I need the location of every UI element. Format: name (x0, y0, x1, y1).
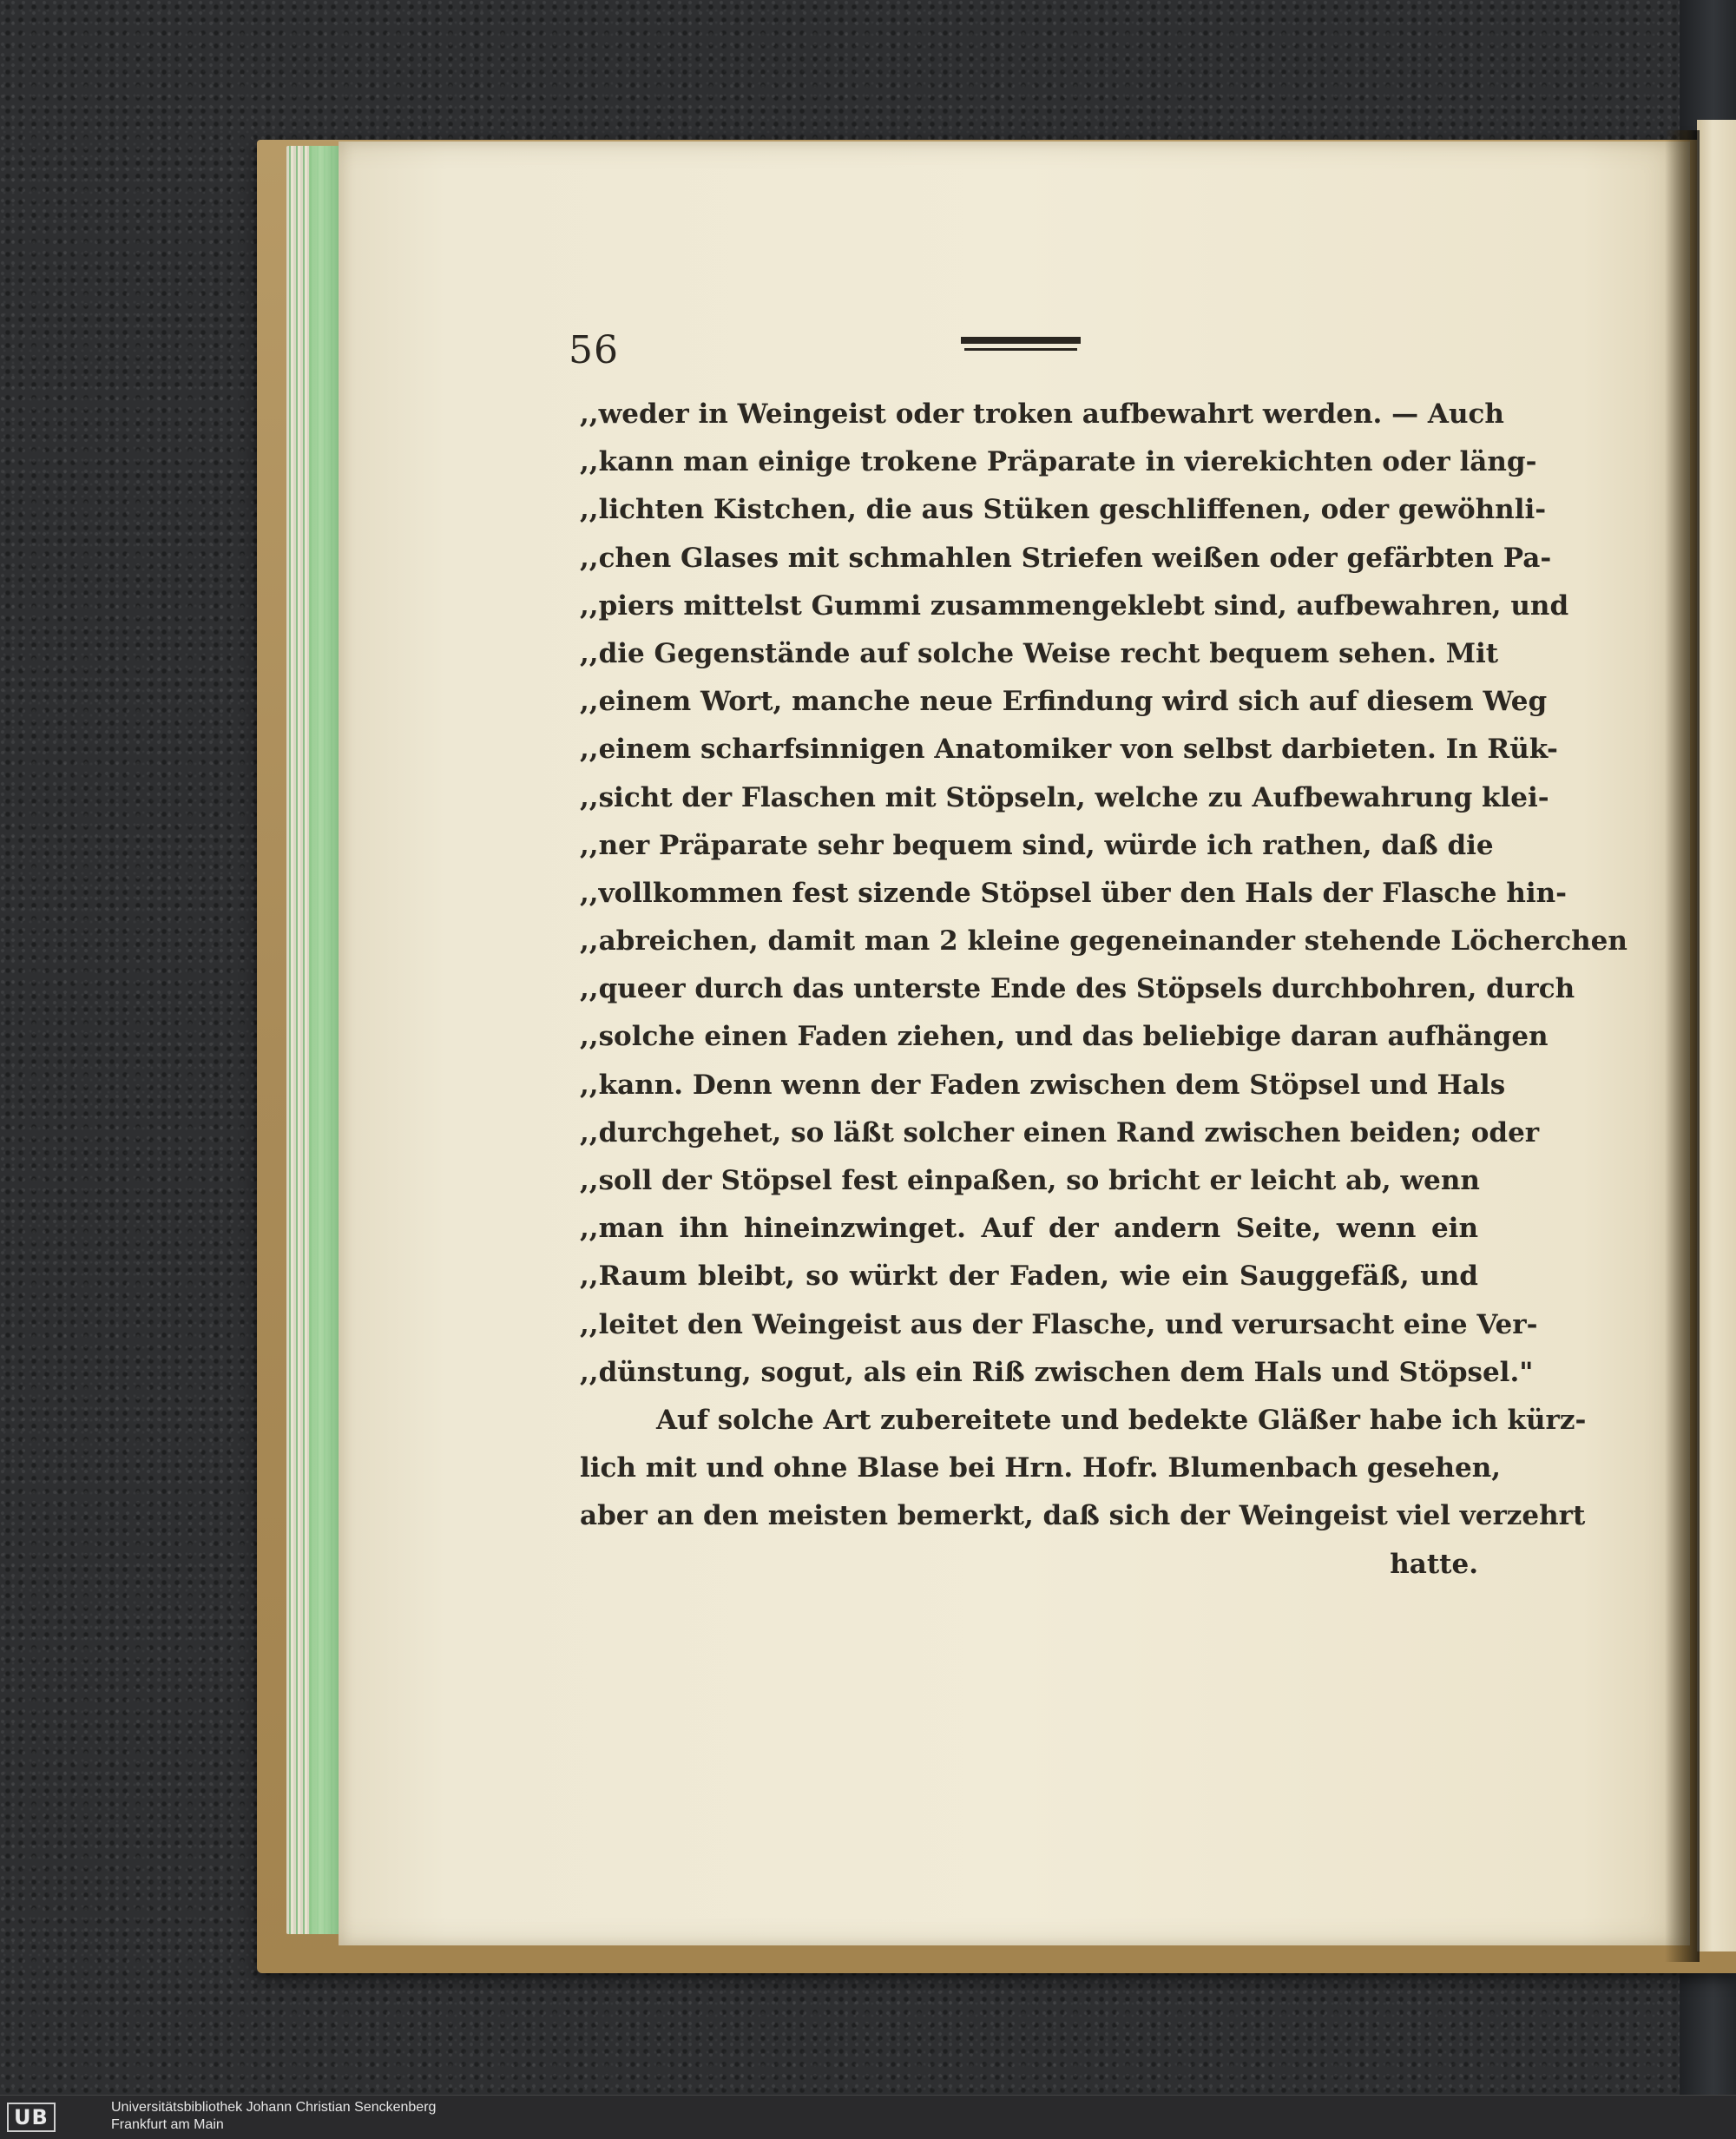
text-line: ,,dünstung, sogut, als ein Riß zwischen dem Hals und Stöpsel." (580, 1356, 1534, 1388)
library-city: Frankfurt am Main (111, 2117, 224, 2132)
body-text (580, 391, 1628, 1589)
header-rule (961, 337, 1081, 356)
text-line: ,,lichten Kistchen, die aus Stüken geschliffenen, oder gewöhnli- (580, 494, 1547, 526)
text-line-paragraph-start: Auf solche Art zubereitete und bedekte Gläßer habe ich kürz- (656, 1404, 1587, 1436)
text-line: lich mit und ohne Blase bei Hrn. Hofr. Blumenbach gesehen, (580, 1452, 1502, 1484)
library-logo (7, 2103, 56, 2132)
text-line: ,,man ihn hineinzwinget. Auf der andern Seite, wenn ein (580, 1213, 1478, 1245)
library-footer-bar (0, 2095, 1736, 2139)
text-line: ,,ner Präparate sehr bequem sind, würde ich rathen, daß die (580, 829, 1494, 861)
page-number: 56 (569, 328, 619, 372)
text-line: ,,soll der Stöpsel fest einpaßen, so bricht er leicht ab, wenn (580, 1165, 1480, 1196)
text-line: aber an den meisten bemerkt, daß sich der Weingeist viel verzehrt (580, 1500, 1586, 1532)
text-line: ,,einem scharfsinnigen Anatomiker von selbst darbieten. In Rük- (580, 734, 1558, 766)
text-line: ,,piers mittelst Gummi zusammengeklebt sind, aufbewahren, und (580, 589, 1569, 622)
text-line: ,,abreichen, damit man 2 kleine gegeneinander stehende Löcherchen (580, 925, 1628, 958)
text-line: ,,durchgehet, so läßt solcher einen Rand zwischen beiden; oder (580, 1116, 1540, 1148)
text-line: ,,die Gegenstände auf solche Weise recht bequem sehen. Mit (580, 637, 1499, 669)
text-line: ,,leitet den Weingeist aus der Flasche, und verursacht eine Ver- (580, 1308, 1538, 1340)
text-line: ,,kann. Denn wenn der Faden zwischen dem Stöpsel und Hals (580, 1069, 1506, 1101)
text-line-final: hatte. (1390, 1548, 1478, 1580)
text-line: ,,weder in Weingeist oder troken aufbewahrt werden. — Auch (580, 398, 1504, 430)
text-line: ,,solche einen Faden ziehen, und das beliebige daran aufhängen (580, 1021, 1549, 1053)
header-rule-thick (961, 337, 1081, 344)
facing-page-edge (1697, 120, 1736, 1951)
text-line: ,,chen Glases mit schmahlen Striefen weißen oder gefärbten Pa- (580, 542, 1552, 574)
library-credit (111, 2099, 436, 2134)
ub-logo-text: UB (7, 2103, 56, 2132)
page-gutter-shadow (1665, 130, 1700, 1962)
text-line: ,,vollkommen fest sizende Stöpsel über den Hals der Flasche hin- (580, 877, 1568, 909)
green-edge-band (309, 146, 339, 1934)
text-line: ,,einem Wort, manche neue Erfindung wird sich auf diesem Weg (580, 686, 1548, 718)
text-line: ,,sicht der Flaschen mit Stöpseln, welche zu Aufbewahrung klei- (580, 781, 1549, 813)
header-rule-thin (964, 348, 1077, 351)
text-line: ,,queer durch das unterste Ende des Stöpsels durchbohren, durch (580, 973, 1575, 1005)
text-line: ,,kann man einige trokene Präparate in vierekichten oder läng- (580, 446, 1537, 478)
library-name: Universitätsbibliothek Johann Christian Senckenberg (111, 2100, 437, 2115)
text-line: ,,Raum bleibt, so würkt der Faden, wie ein Sauggefäß, und (580, 1260, 1478, 1293)
